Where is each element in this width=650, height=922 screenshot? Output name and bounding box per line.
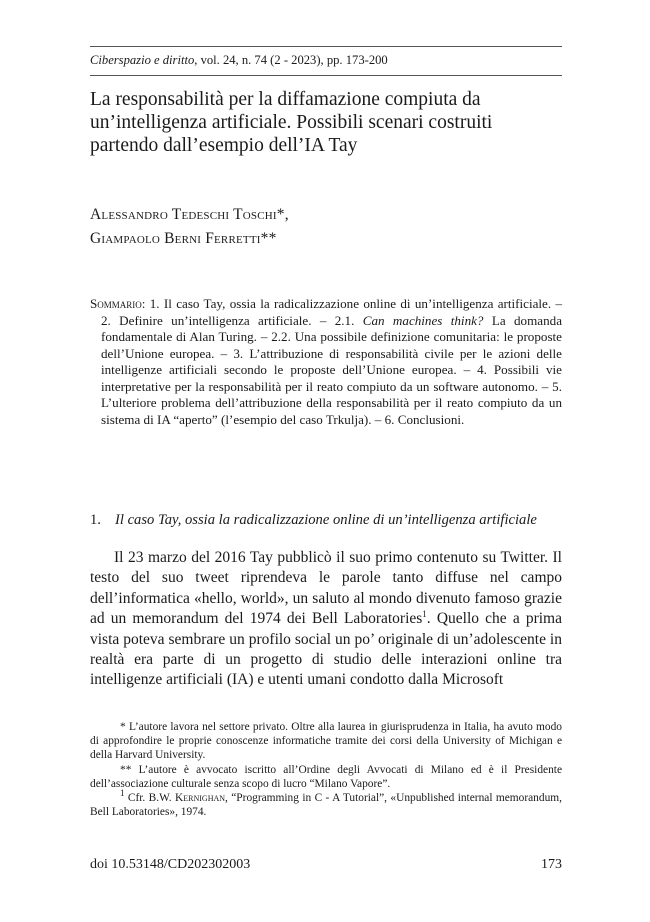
doi-link[interactable]: doi 10.53148/CD202302003	[90, 857, 251, 872]
body-paragraph	[90, 548, 562, 691]
summary-text-part-2: La domanda fondamentale di Alan Turing. – 2.2. Una possibile definizione comunitaria: le proposte dell’Unione europea. – 3. L’attribuzione di responsabilità civile per le azioni delle intelligenze artificiali secondo le proposte dell’Unione europea. – 4. Possibili vie interpretative per la responsabilità per il reato compiuto da un software autonomo. – 5. L’ulteriore problema dell’attribuzione della responsabilità per il reato compiuto da un sistema di IA “aperto” (l’esempio del caso Trkulja). – 6. Conclusioni.	[101, 312, 563, 427]
body-text-part-2: . Quello che a prima vista poteva sembrare un profilo social un po’ originale di un’adolescente in realtà era parte di un progetto di studio delle interazioni online tra intelligenze artificiali (IA) e utenti umani condotto dalla Microsoft	[90, 610, 562, 689]
footnote-1	[90, 788, 562, 819]
author-list	[90, 203, 562, 251]
author-2: Giampaolo Berni Ferretti**	[90, 230, 277, 247]
footnote-1-prefix: Cfr.	[124, 792, 149, 805]
summary-label: Sommario:	[90, 296, 146, 311]
footnote-author-1: * L’autore lavora nel settore privato. Oltre alla laurea in giurisprudenza in Italia, ha avuto modo di approfondire le proprie conoscenze informatiche tramite dei corsi della University of Michigan e della Harvard University.	[90, 721, 562, 762]
section-title: Il caso Tay, ossia la radicalizzazione online di un’intelligenza artificiale	[115, 512, 537, 528]
summary-italic-phrase: Can machines think?	[362, 312, 484, 328]
author-1: Alessandro Tedeschi Toschi*,	[90, 206, 289, 223]
footnote-1-number: 1	[120, 788, 125, 799]
summary-text-part-1: 1. Il caso Tay, ossia la radicalizzazione online di un’intelligenza artificiale. – 2. Definire un’intelligenza artificiale. – 2.1.	[101, 296, 562, 328]
footnote-reference: 1	[422, 609, 427, 620]
footnotes-block	[90, 720, 562, 819]
section-heading	[90, 511, 570, 529]
article-title: La responsabilità per la diffamazione compiuta da un’intelligenza artificiale. Possibili scenari costruiti partendo dall’esempio dell’IA Tay	[90, 89, 493, 156]
journal-details: , vol. 24, n. 74 (2 - 2023), pp. 173-200	[194, 53, 388, 67]
header-rule-top	[90, 46, 562, 47]
journal-citation	[90, 52, 562, 68]
body-text-part-1: Il 23 marzo del 2016 Tay pubblicò il suo primo contenuto su Twitter. Il testo del suo tweet riprendeva le parole tanto diffuse nel campo dell’informatica «hello, world», un saluto al mondo divenuto famoso grazie ad un memorandum del 1974 dei Bell Laboratories	[90, 549, 562, 628]
footnote-1-text: , “Programming in C - A Tutorial”, «Unpublished internal memorandum, Bell Laboratories», 1974.	[90, 792, 562, 819]
page-number: 173	[541, 857, 562, 872]
footnote-author-2: ** L’autore è avvocato iscritto all’Ordine degli Avvocati di Milano ed è il Presidente dell’associazione culturale senza scopo di lucro “Milano Vapore”.	[90, 763, 562, 790]
section-number: 1.	[90, 512, 101, 528]
paper-page	[90, 0, 562, 922]
header-rule-bottom	[90, 75, 562, 76]
journal-name: Ciberspazio e diritto	[90, 53, 195, 67]
footnote-1-author: B.W. Kernighan	[148, 792, 226, 805]
summary-block	[90, 296, 562, 428]
